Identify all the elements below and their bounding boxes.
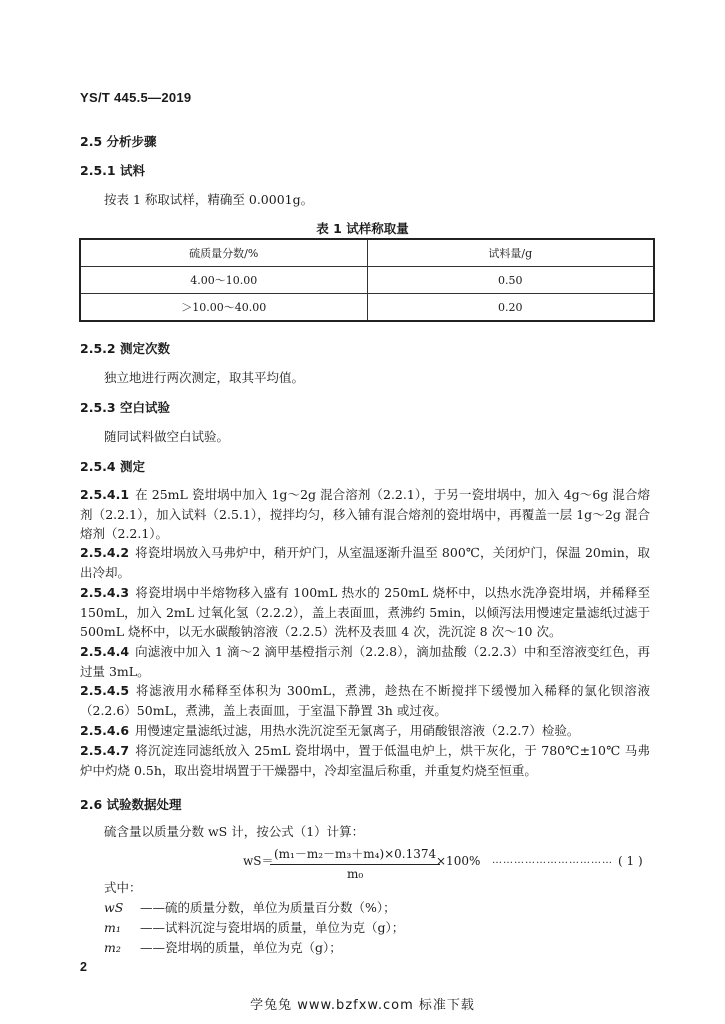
section-2-5-1-text: 按表 1 称取试样，精确至 0.0001g。 <box>104 192 314 207</box>
formula-times: ×100% <box>436 854 481 868</box>
formula-fraction <box>270 845 440 881</box>
section-2-5-1-heading: 2.5.1 试料 <box>80 163 145 178</box>
step-number: 2.5.4.2 <box>80 545 130 560</box>
step-number: 2.5.4.4 <box>80 644 130 659</box>
table-cell: 0.20 <box>367 294 654 322</box>
equation-number: ( 1 ) <box>618 854 643 868</box>
formula-denominator: m₀ <box>346 867 364 881</box>
def-description: ——硫的质量分数，单位为质量百分数（%）； <box>140 900 396 915</box>
step-number: 2.5.4.5 <box>80 683 130 698</box>
section-2-5-4-heading: 2.5.4 测定 <box>80 459 145 474</box>
where-label: 式中： <box>104 880 142 895</box>
table-cell: 4.00～10.00 <box>80 267 367 294</box>
section-2-5-heading: 2.5 分析步骤 <box>80 134 157 149</box>
section-2-5-2-heading: 2.5.2 测定次数 <box>80 341 170 356</box>
step-text: 将瓷坩埚放入马弗炉中，稍开炉门，从室温逐渐升温至 800℃，关闭炉门，保温 20min，取出冷却。 <box>80 545 650 580</box>
table-row <box>80 267 654 294</box>
calc-intro: 硫含量以质量分数 wS 计，按公式（1）计算： <box>104 824 365 839</box>
page-number: 2 <box>80 960 87 974</box>
table-1 <box>79 238 655 322</box>
table-1-caption: 表 1 试样称取量 <box>316 221 409 236</box>
step-text: 将瓷坩埚中半熔物移入盛有 100mL 热水的 250mL 烧杯中，以热水洗净瓷坩埚，并稀释至 150mL，加入 2mL 过氧化氢（2.2.2），盖上表面皿，煮沸约 5min，以倾泻法用慢速定量滤纸过滤于 500mL 烧杯中，以无水碳酸钠溶液（2.2.5）洗杯及表皿 4 次，洗沉淀 8 次～10 次。 <box>80 585 650 639</box>
standard-number: YS/T 445.5—2019 <box>80 90 192 105</box>
def-description: ——瓷坩埚的质量，单位为克（g）； <box>140 940 342 955</box>
step-text: 用慢速定量滤纸过滤，用热水洗沉淀至无氯离子，用硝酸银溶液（2.2.7）检验。 <box>135 723 580 738</box>
def-symbol: m₂ <box>104 940 121 955</box>
step-2-5-4-2 <box>80 543 650 582</box>
step-2-5-4-5 <box>80 681 650 720</box>
step-number: 2.5.4.6 <box>80 723 130 738</box>
table-header-row <box>80 239 654 267</box>
section-2-5-3-heading: 2.5.3 空白试验 <box>80 400 170 415</box>
table-header-cell: 硫质量分数/% <box>80 239 367 267</box>
step-2-5-4-6 <box>80 721 650 741</box>
step-text: 向滤液中加入 1 滴～2 滴甲基橙指示剂（2.2.8），滴加盐酸（2.2.3）中和至溶液变红色，再过量 3mL。 <box>80 644 650 679</box>
step-2-5-4-3 <box>80 583 650 642</box>
section-2-6-heading: 2.6 试验数据处理 <box>80 797 182 812</box>
formula-lhs: wS＝ <box>243 854 274 868</box>
step-number: 2.5.4.7 <box>80 743 130 758</box>
footer-watermark: 学兔兔 www.bzfxw.com 标准下载 <box>250 998 475 1013</box>
def-symbol: m₁ <box>104 920 121 935</box>
step-text: 将滤液用水稀释至体积为 300mL，煮沸，趁热在不断搅拌下缓慢加入稀释的氯化钡溶液（2.2.6）50mL，煮沸，盖上表面皿，于室温下静置 3h 或过夜。 <box>80 683 650 718</box>
def-symbol: wS <box>104 900 124 915</box>
table-header-cell: 试料量/g <box>367 239 654 267</box>
formula-leader-dots: …………………………… <box>492 855 613 866</box>
def-description: ——试料沉淀与瓷坩埚的质量，单位为克（g）； <box>140 920 405 935</box>
step-text: 将沉淀连同滤纸放入 25mL 瓷坩埚中，置于低温电炉上，烘干灰化，于 780℃±10℃ 马弗炉中灼烧 0.5h，取出瓷坩埚置于干燥器中，冷却室温后称重，并重复灼烧至恒重。 <box>80 743 650 778</box>
section-2-5-2-text: 独立地进行两次测定，取其平均值。 <box>104 370 305 385</box>
table-cell: ＞10.00～40.00 <box>80 294 367 322</box>
step-number: 2.5.4.1 <box>80 487 130 502</box>
step-2-5-4-1 <box>80 485 650 544</box>
step-2-5-4-7 <box>80 741 650 780</box>
table-cell: 0.50 <box>367 267 654 294</box>
step-number: 2.5.4.3 <box>80 585 130 600</box>
step-2-5-4-4 <box>80 642 650 681</box>
step-text: 在 25mL 瓷坩埚中加入 1g～2g 混合溶剂（2.2.1），于另一瓷坩埚中，加入 4g～6g 混合熔剂（2.2.1），加入试料（2.5.1），搅拌均匀，移入铺有混合熔剂的瓷坩埚中，再覆盖一层 1g～2g 混合熔剂（2.2.1）。 <box>80 487 650 541</box>
table-row <box>80 294 654 322</box>
formula-numerator: (m₁－m₂－m₃＋m₄)×0.1374 <box>270 845 440 865</box>
section-2-5-3-text: 随同试料做空白试验。 <box>104 429 230 444</box>
